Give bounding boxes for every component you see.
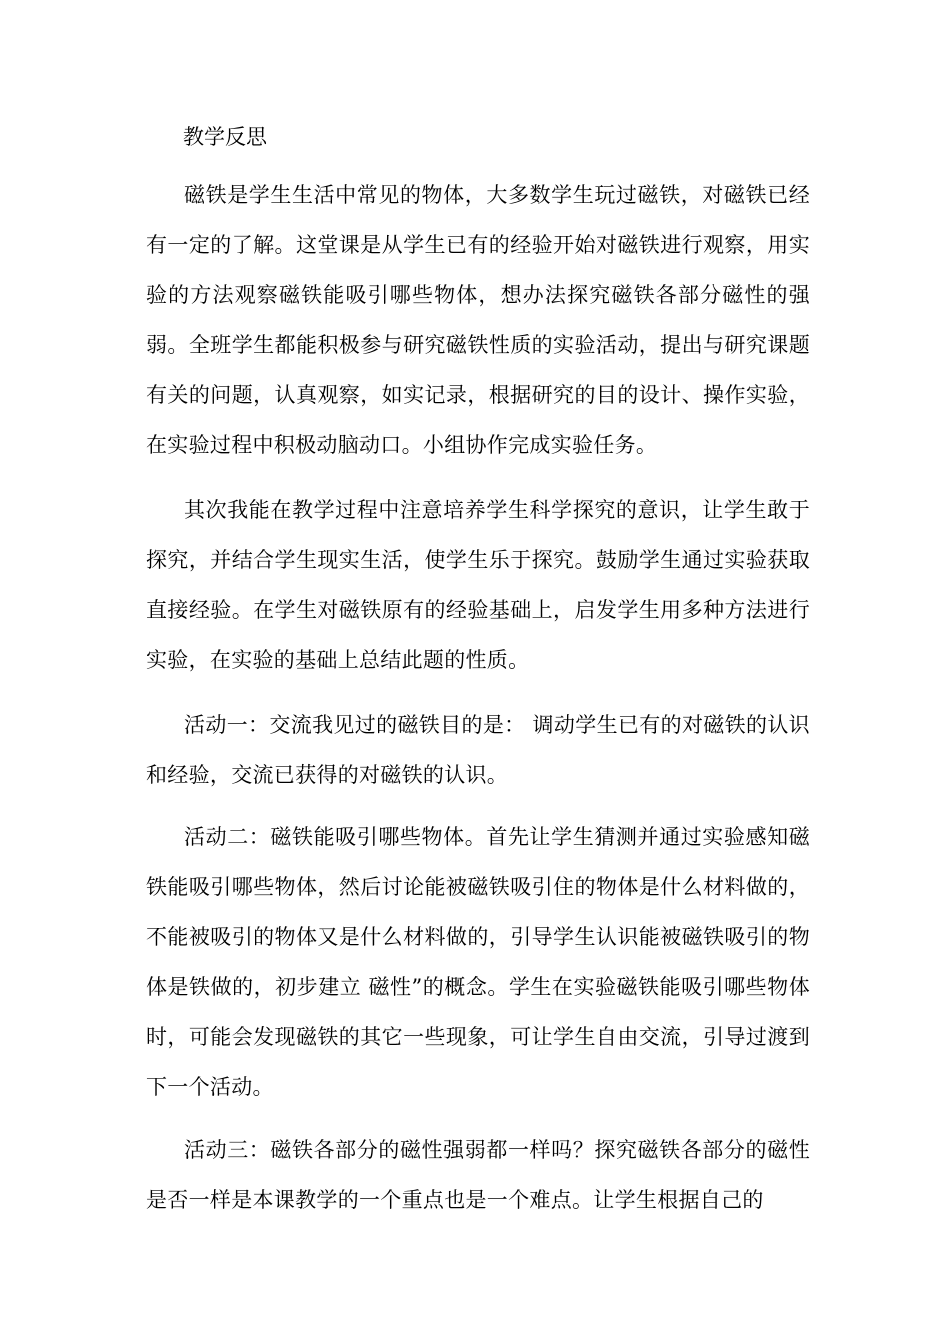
paragraph-activity-three: 活动三：磁铁各部分的磁性强弱都一样吗？探究磁铁各部分的磁性是否一样是本课教学的一个重点也是一个难点。让学生根据自己的 xyxy=(146,1138,810,1212)
paragraph-second: 其次我能在教学过程中注意培养学生科学探究的意识，让学生敢于探究，并结合学生现实生活，使学生乐于探究。鼓励学生通过实验获取直接经验。在学生对磁铁原有的经验基础上，启发学生用多种方法进行实验，在实验的基础上总结此题的性质。 xyxy=(146,498,810,672)
paragraph-intro: 磁铁是学生生活中常见的物体，大多数学生玩过磁铁，对磁铁已经有一定的了解。这堂课是从学生已有的经验开始对磁铁进行观察，用实验的方法观察磁铁能吸引哪些物体，想办法探究磁铁各部分磁性的强弱。全班学生都能积极参与研究磁铁性质的实验活动，提出与研究课题有关的问题，认真观察，如实记录，根据研究的目的设计、操作实验，在实验过程中积极动脑动口。小组协作完成实验任务。 xyxy=(146,183,810,457)
document-title: 教学反思 xyxy=(183,125,267,149)
paragraph-activity-two: 活动二：磁铁能吸引哪些物体。首先让学生猜测并通过实验感知磁铁能吸引哪些物体，然后讨论能被磁铁吸引住的物体是什么材料做的，不能被吸引的物体又是什么材料做的，引导学生认识能被磁铁吸引的物体是铁做的，初步建立 磁性”的概念。学生在实验磁铁能吸引哪些物体时，可能会发现磁铁的其它一些现象，可让学生自由交流，引导过渡到下一个活动。 xyxy=(146,825,810,1099)
paragraph-activity-one: 活动一：交流我见过的磁铁目的是： 调动学生已有的对磁铁的认识和经验，交流已获得的对磁铁的认识。 xyxy=(146,713,810,787)
